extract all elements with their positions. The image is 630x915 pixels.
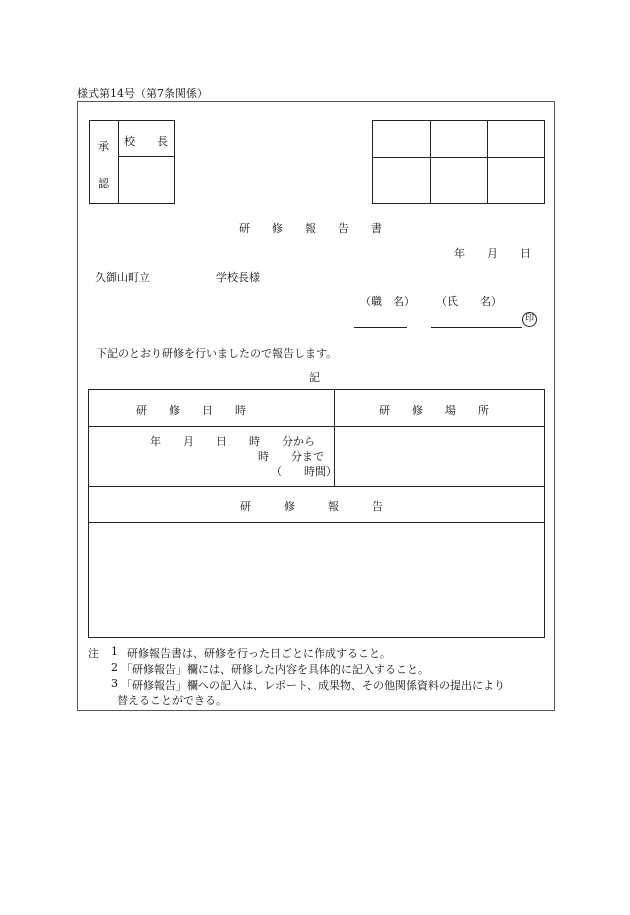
seal-mark: 印: [522, 312, 537, 327]
form-label: 様式第14号（第7条関係）: [77, 87, 208, 100]
ki-label: 記: [309, 371, 320, 384]
report-table: [88, 389, 545, 638]
position-line: [354, 327, 407, 328]
datetime-row1: 年 月 日 時 分から: [150, 435, 315, 448]
note-3-number: 3: [111, 677, 118, 690]
document-title: 研 修 報 告 書: [239, 222, 382, 235]
intro-text: 下記のとおり研修を行いましたので報告します。: [96, 347, 338, 360]
header-datetime: 研 修 日 時: [136, 404, 246, 417]
datetime-row3: （ 時間）: [271, 465, 337, 478]
note-1-number: 1: [111, 645, 118, 658]
stamp-grid: [372, 120, 545, 204]
note-2-number: 2: [111, 661, 118, 674]
note-lead: 注: [88, 647, 99, 660]
note-1-text: 研修報告書は、研修を行った日ごとに作成すること。: [127, 647, 391, 660]
note-3-text-continued: 替えることができる。: [117, 694, 227, 707]
note-3-text: 「研修報告」欄への記入は、レポート、成果物、その他関係資料の提出により: [121, 679, 506, 692]
name-line: [431, 327, 522, 328]
signer-name-label: （氏 名）: [436, 295, 502, 308]
datetime-row2: 時 分まで: [258, 450, 324, 463]
approval-label-bottom: 認: [98, 177, 109, 190]
header-place: 研 修 場 所: [379, 404, 489, 417]
date-line: 年 月 日: [454, 247, 531, 260]
approval-box: [89, 120, 175, 204]
approval-label-top: 承: [98, 140, 109, 153]
signer-position-label: （職 名）: [360, 295, 415, 308]
addressee: 久御山町立 学校長様: [95, 271, 260, 284]
note-2-text: 「研修報告」欄には、研修した内容を具体的に記入すること。: [121, 663, 429, 676]
principal-label: 校 長: [124, 135, 168, 148]
report-header: 研 修 報 告: [240, 500, 383, 513]
